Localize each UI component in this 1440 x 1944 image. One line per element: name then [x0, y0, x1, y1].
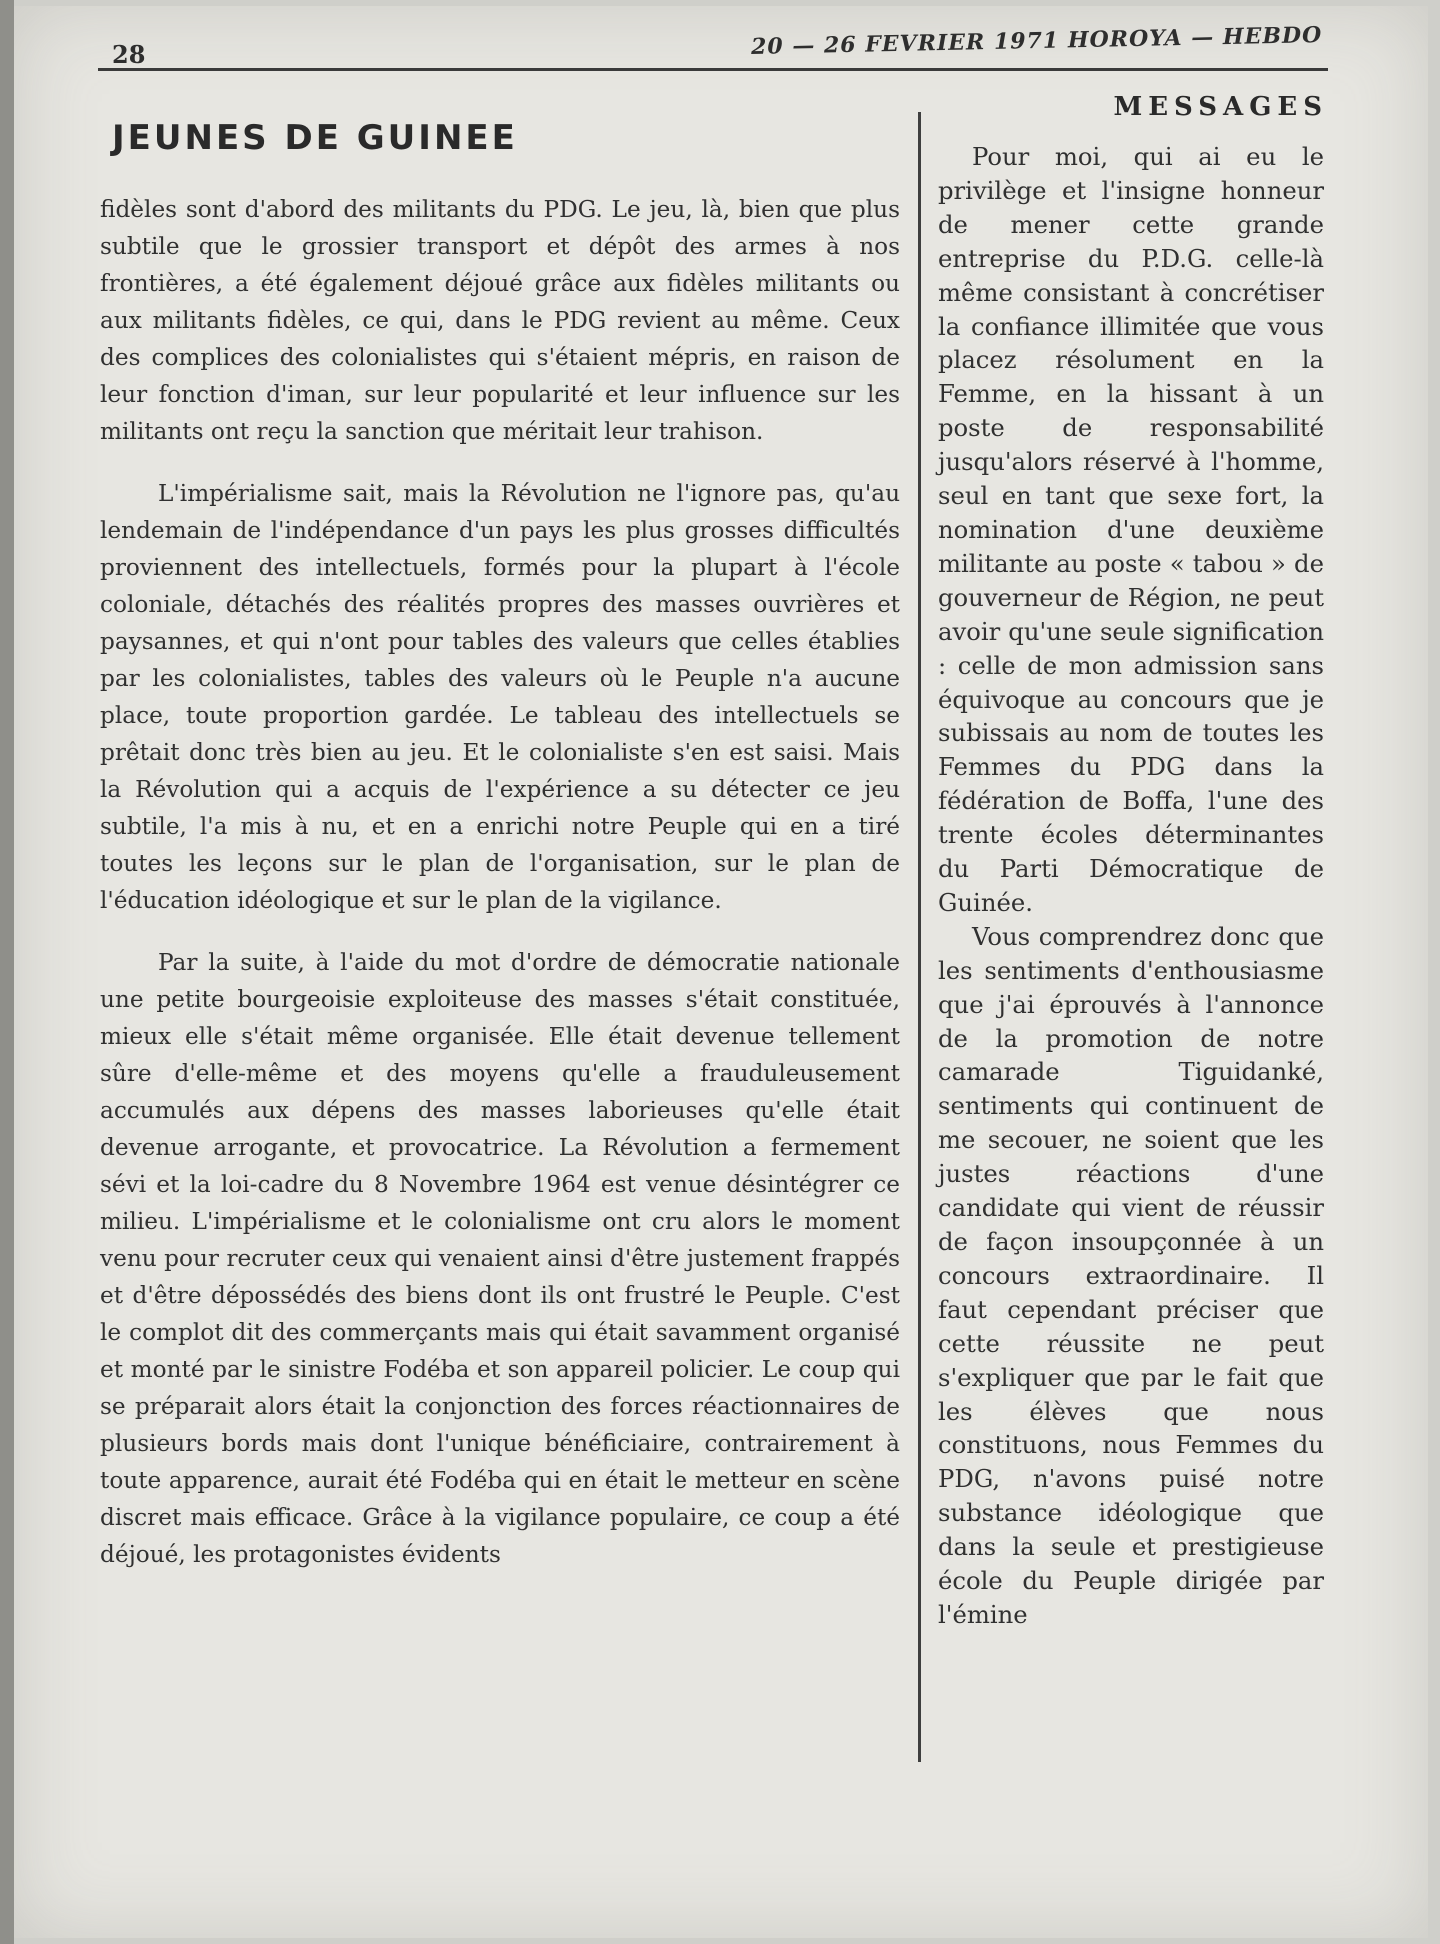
- page-number: 28: [112, 40, 146, 69]
- article-paragraph: Par la suite, à l'aide du mot d'ordre de démocratie nationale une petite bourgeoisie exploiteuse des masses s'était constituée, mieux elle s'était même organisée. Elle était devenue tellement sûre d'elle-même et des moyens qu'elle a frauduleusement accumulés aux dépens des masses laborieuses qu'elle était devenue arrogante, et provocatrice. La Révolution a fermement sévi et la loi-cadre du 8 Novembre 1964 est venue désintégrer ce milieu. L'impérialisme et le colonialisme ont cru alors le moment venu pour recruter ceux qui venaient ainsi d'être justement frappés et d'être dépossédés des biens dont ils ont frustré le Peuple. C'est le complot dit des commerçants mais qui était savamment organisé et monté par le sinistre Fodéba et son appareil policier. Le coup qui se préparait alors était la conjonction des forces réactionnaires de plusieurs bords mais dont l'unique bénéficiaire, contrairement à toute apparence, aurait été Fodéba qui en était le metteur en scène discret mais efficace. Grâce à la vigilance populaire, ce coup a été déjoué, les protagonistes évidents: [100, 949, 900, 1568]
- messages-column: [938, 140, 1324, 1632]
- page-edge-shadow: [0, 0, 14, 1944]
- message-paragraph: Vous comprendrez donc que les sentiments d'enthousiasme que j'ai éprouvés à l'annonce de la promotion de notre camarade Tiguidanké, sentiments qui continuent de me secouer, ne soient que les justes réactions d'une candidate qui vient de réussir de façon insoupçonnée à un concours extraordinaire. Il faut cependant préciser que cette réussite ne peut s'expliquer que par le fait que les élèves que nous constituons, nous Femmes du PDG, n'avons puisé notre substance idéologique que dans la seule et prestigieuse école du Peuple dirigée par l'émine: [938, 921, 1324, 1629]
- issue-line: 20 — 26 FEVRIER 1971 HOROYA — HEBDO: [750, 22, 1323, 60]
- article-paragraph: L'impérialisme sait, mais la Révolution ne l'ignore pas, qu'au lendemain de l'indépendance d'un pays les plus grosses difficultés proviennent des intellectuels, formés pour la plupart à l'école coloniale, détachés des réalités propres des masses ouvrières et paysannes, et qui n'ont pour tables des valeurs que celles établies par les colonialistes, tables des valeurs où le Peuple n'a aucune place, toute proportion gardée. Le tableau des intellectuels se prêtait donc très bien au jeu. Et le colonialiste s'en est saisi. Mais la Révolution qui a acquis de l'expérience a su détecter ce jeu subtile, l'a mis à nu, et en a enrichi notre Peuple qui en a tiré toutes les leçons sur le plan de l'organisation, sur le plan de l'éducation idéologique et sur le plan de la vigilance.: [100, 480, 900, 914]
- article-column: [100, 166, 900, 1573]
- section-title: JEUNES DE GUINEE: [112, 118, 518, 158]
- page-header: [98, 22, 1328, 71]
- column-divider: [918, 112, 921, 1762]
- message-paragraph: Pour moi, qui ai eu le privilège et l'insigne honneur de mener cette grande entreprise du P.D.G. celle-là même consistant à concrétiser la confiance illimitée que vous placez résolument en la Femme, en la hissant à un poste de responsabilité jusqu'alors réservé à l'homme, seul en tant que sexe fort, la nomination d'une deuxième militante au poste « tabou » de gouverneur de Région, ne peut avoir qu'une seule signification : celle de mon admission sans équivoque au concours que je subissais au nom de toutes les Femmes du PDG dans la fédération de Boffa, l'une des trente écoles déterminantes du Parti Démocratique de Guinée.: [938, 142, 1324, 917]
- messages-title: MESSAGES: [1113, 92, 1328, 122]
- article-paragraph: fidèles sont d'abord des militants du PDG. Le jeu, là, bien que plus subtile que le grossier transport et dépôt des armes à nos frontières, a été également déjoué grâce aux fidèles militants ou aux militants fidèles, ce qui, dans le PDG revient au même. Ceux des complices des colonialistes qui s'étaient mépris, en raison de leur fonction d'iman, sur leur popularité et leur influence sur les militants ont reçu la sanction que méritait leur trahison.: [100, 196, 900, 445]
